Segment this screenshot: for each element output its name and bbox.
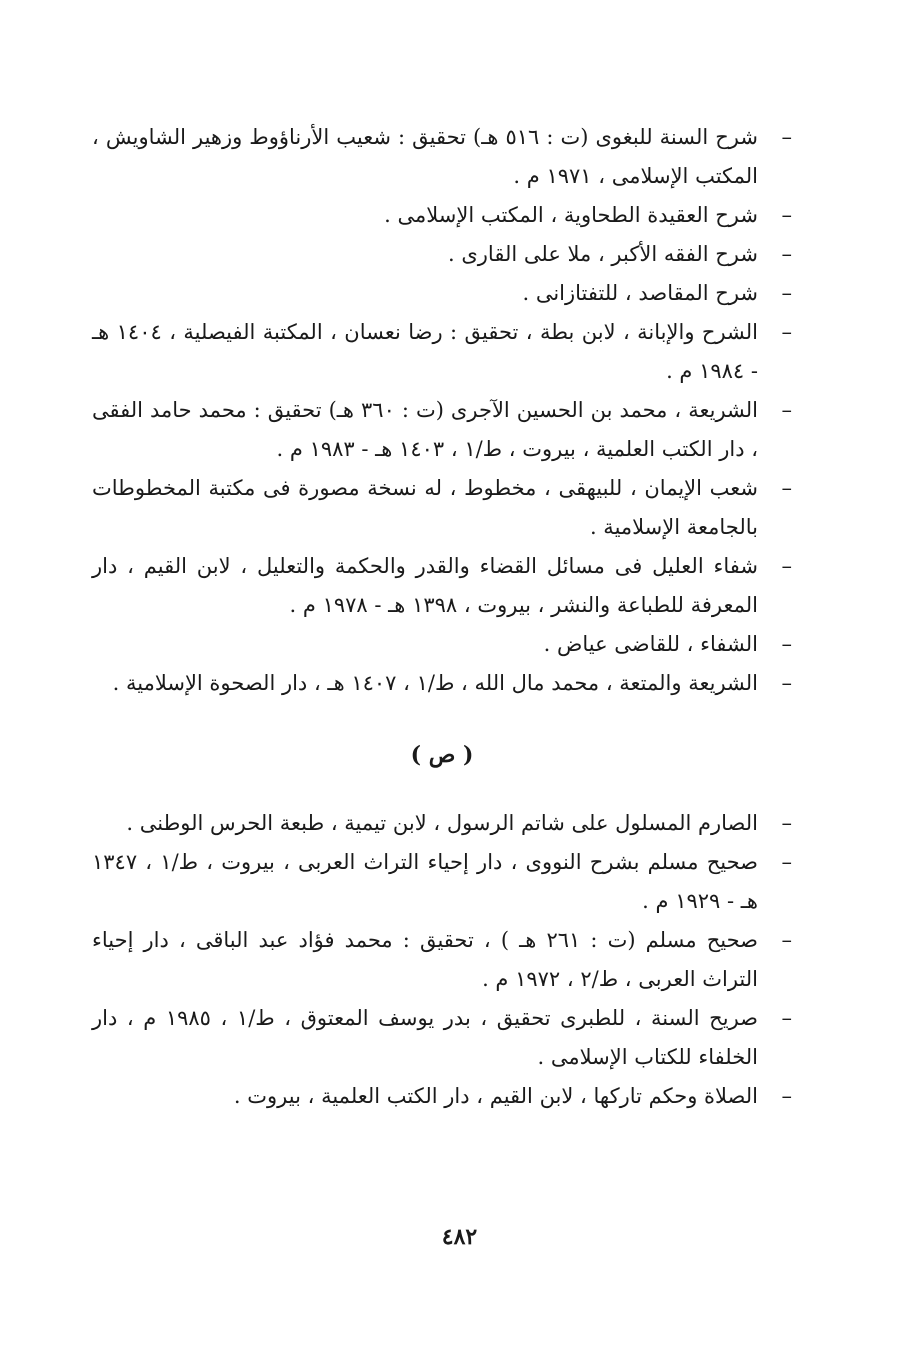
entry-text: شرح المقاصد ، للتفتازانى . bbox=[522, 281, 758, 305]
entry-dash: – bbox=[781, 398, 792, 422]
bibliography-entry bbox=[92, 804, 792, 843]
entry-text: شرح السنة للبغوى (ت : ٥١٦ هـ) تحقيق : شعيب الأرناؤوط وزهير الشاويش ، المكتب الإسلامى ، ١٩٧١ م . bbox=[92, 125, 758, 188]
entry-dash: – bbox=[781, 242, 792, 266]
bibliography-entry bbox=[92, 999, 792, 1077]
entry-text: الشفاء ، للقاضى عياض . bbox=[543, 632, 758, 656]
entry-text: الشريعة ، محمد بن الحسين الآجرى (ت : ٣٦٠ هـ) تحقيق : محمد حامد الفقى ، دار الكتب العلمية ، بيروت ، ط/١ ، ١٤٠٣ هـ - ١٩٨٣ م . bbox=[92, 398, 759, 461]
entry-text: شفاء العليل فى مسائل القضاء والقدر والحكمة والتعليل ، لابن القيم ، دار المعرفة للطباعة والنشر ، بيروت ، ١٣٩٨ هـ - ١٩٧٨ م . bbox=[92, 554, 758, 617]
bibliography-entry bbox=[92, 921, 792, 999]
bibliography-entry bbox=[92, 1077, 792, 1116]
bibliography-entry bbox=[92, 313, 792, 391]
entry-dash: – bbox=[781, 554, 792, 578]
entry-text: الشريعة والمتعة ، محمد مال الله ، ط/١ ، ١٤٠٧ هـ ، دار الصحوة الإسلامية . bbox=[112, 671, 758, 695]
entry-dash: – bbox=[781, 632, 792, 656]
entry-text: الصلاة وحكم تاركها ، لابن القيم ، دار الكتب العلمية ، بيروت . bbox=[233, 1084, 758, 1108]
entry-dash: – bbox=[781, 320, 792, 344]
entry-text: شعب الإيمان ، للبيهقى ، مخطوط ، له نسخة مصورة فى مكتبة المخطوطات بالجامعة الإسلامية . bbox=[92, 476, 758, 539]
entry-text: صريح السنة ، للطبرى تحقيق ، بدر يوسف المعتوق ، ط/١ ، ١٩٨٥ م ، دار الخلفاء للكتاب الإسلامى . bbox=[92, 1006, 758, 1069]
bibliography-entry bbox=[92, 469, 792, 547]
entry-dash: – bbox=[781, 125, 792, 149]
entry-dash: – bbox=[781, 850, 792, 874]
bibliography-list bbox=[92, 118, 792, 1116]
entry-dash: – bbox=[781, 811, 792, 835]
entry-text: الصارم المسلول على شاتم الرسول ، لابن تيمية ، طبعة الحرس الوطنى . bbox=[126, 811, 758, 835]
page-number: ٤٨٢ bbox=[441, 1224, 478, 1250]
entry-text: شرح الفقه الأكبر ، ملا على القارى . bbox=[448, 242, 758, 266]
bibliography-entry bbox=[92, 664, 792, 703]
section-heading: ( ص ) bbox=[410, 742, 474, 768]
bibliography-entry bbox=[92, 625, 792, 664]
entry-dash: – bbox=[781, 1006, 792, 1030]
entry-text: صحيح مسلم (ت : ٢٦١ هـ ) ، تحقيق : محمد فؤاد عبد الباقى ، دار إحياء التراث العربى ، ط/٢ ، ١٩٧٢ م . bbox=[92, 928, 758, 991]
entry-dash: – bbox=[781, 671, 792, 695]
bibliography-entry bbox=[92, 547, 792, 625]
entry-dash: – bbox=[781, 928, 792, 952]
bibliography-entry bbox=[92, 196, 792, 235]
entry-text: الشرح والإبانة ، لابن بطة ، تحقيق : رضا نعسان ، المكتبة الفيصلية ، ١٤٠٤ هـ - ١٩٨٤ م . bbox=[92, 320, 758, 383]
bibliography-entry bbox=[92, 118, 792, 196]
entry-dash: – bbox=[781, 281, 792, 305]
entry-text: شرح العقيدة الطحاوية ، المكتب الإسلامى . bbox=[384, 203, 758, 227]
entry-dash: – bbox=[781, 476, 792, 500]
entry-dash: – bbox=[781, 1084, 792, 1108]
bibliography-entry bbox=[92, 843, 792, 921]
bibliography-entry bbox=[92, 235, 792, 274]
bibliography-entry bbox=[92, 391, 792, 469]
bibliography-entry bbox=[92, 274, 792, 313]
entry-dash: – bbox=[781, 203, 792, 227]
entry-text: صحيح مسلم بشرح النووى ، دار إحياء التراث العربى ، بيروت ، ط/١ ، ١٣٤٧ هـ - ١٩٢٩ م . bbox=[92, 850, 758, 913]
